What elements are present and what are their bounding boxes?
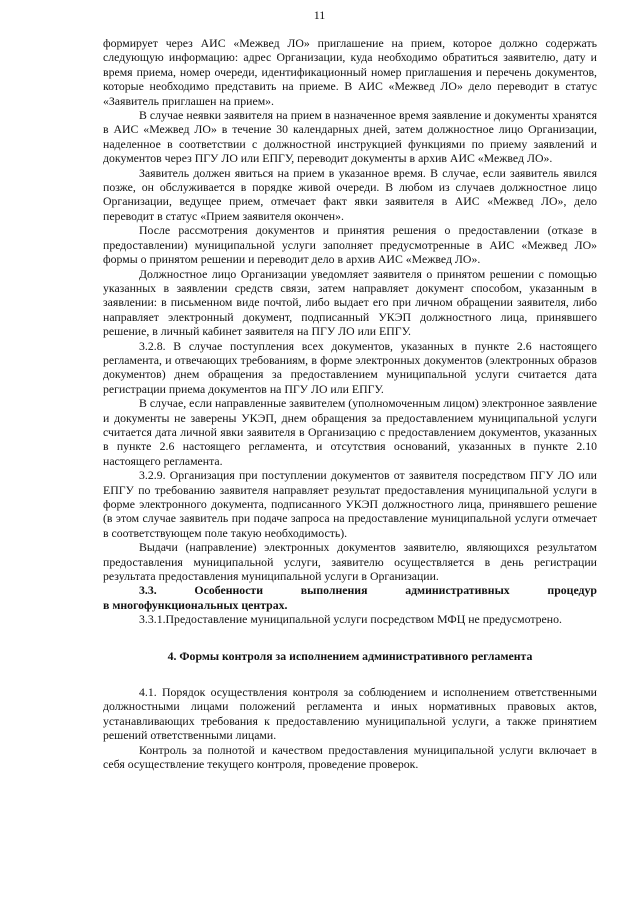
section-title: 4. Формы контроля за исполнением административного регламента [167,648,533,663]
document-body [103,36,597,772]
subsection-word: выполнения [300,583,368,598]
paragraph: 4.1. Порядок осуществления контроля за соблюдением и исполнением ответственными должностными лицами положений регламента и иных нормативных правовых актов, устанавливающих требования к предоставлению муниципальной услуги, а также принятием решений ответственными лицами. [103,685,597,743]
paragraph: В случае, если направленные заявителем (уполномоченным лицом) электронное заявление и документы не заверены УКЭП, днем обращения за предоставлением муниципальной услуги считается дата личной явки заявителя в Организацию с предоставлением документов, указанных в пункте 2.6 настоящего регламента, и отсутствия оснований, указанных в пункте 2.10 настоящего регламента. [103,396,598,468]
subsection-word: 3.3. [139,583,157,598]
subsection-word: Особенности [194,583,264,598]
paragraph: После рассмотрения документов и принятия решения о предоставлении (отказе в предоставлении) муниципальной услуги заполняет предусмотренные в АИС «Межвед ЛО» формы о принятом решении и переводит дело в архив АИС «Межвед ЛО». [103,223,597,267]
subsection-word: процедур [547,583,597,598]
page-number: 11 [313,8,326,22]
paragraph: В случае неявки заявителя на прием в назначенное время заявление и документы хранятся в АИС «Межвед ЛО» в течение 30 календарных дней, затем должностное лицо Организации, наделенное в соответствии с должностной инструкцией функциями по приему заявлений и документов через ПГУ ЛО или ЕПГУ, переводит документы в архив АИС «Межвед ЛО». [103,108,597,166]
paragraph: Должностное лицо Организации уведомляет заявителя о принятом решении с помощью указанных в заявлении средств связи, затем направляет документ способом, указанным в заявлении: в письменном виде почтой, либо выдает его при личном обращении заявителя, либо направляет электронный документ, подписанный УКЭП должностного лица, принявшего решение, в личный кабинет заявителя на ПГУ ЛО или ЕПГУ. [103,266,597,339]
paragraph: 3.2.8. В случае поступления всех документов, указанных в пункте 2.6 настоящего регламента, и отвечающих требованиям, в форме электронных документов (электронных образов документов) днем обращения за предоставлением муниципальной услуги считается дата регистрации приема документов на ПГУ ЛО или ЕПГУ. [103,338,597,396]
subsection-heading-line-1 [103,583,597,597]
paragraph: 3.2.9. Организация при поступлении документов от заявителя посредством ПГУ ЛО или ЕПГУ по требованию заявителя направляет результат предоставления муниципальной услуги в форме электронного документа, подписанного УКЭП должностного лица, принявшего решение (в этом случае заявитель при подаче запроса на предоставление муниципальной услуги отмечает в соответствующем поле такую необходимость). [103,468,597,540]
paragraph: Контроль за полнотой и качеством предоставления муниципальной услуги включает в себя осуществление текущего контроля, проведение проверок. [103,742,597,772]
paragraph: Заявитель должен явиться на прием в указанное время. В случае, если заявитель явился позже, он обслуживается в порядке живой очереди. В любом из случаев должностное лицо Организации, ведущее прием, отмечает факт явки заявителя в АИС «Межвед ЛО», дело переводит в статус «Прием заявителя окончен». [103,165,597,223]
subsection-word: административных [405,583,510,598]
paragraph: формирует через АИС «Межвед ЛО» приглашение на прием, которое должно содержать следующую информацию: адрес Организации, куда необходимо обратиться заявителю, дату и время приема, номер очереди, идентификационный номер приглашения и перечень документов, которые необходимо представить на приеме. В АИС «Межвед ЛО» дело переводит в статус «Заявитель приглашен на прием». [103,36,597,108]
subsection-heading [103,583,597,612]
subsection-heading-line-2: в многофункциональных центрах. [103,597,288,612]
paragraph: 3.3.1.Предоставление муниципальной услуги посредством МФЦ не предусмотрено. [139,612,562,627]
paragraph: Выдачи (направление) электронных документов заявителю, являющихся результатом предоставления муниципальной услуги, заявителю осуществляется в день регистрации результата предоставления муниципальной услуги в Организации. [103,540,597,584]
